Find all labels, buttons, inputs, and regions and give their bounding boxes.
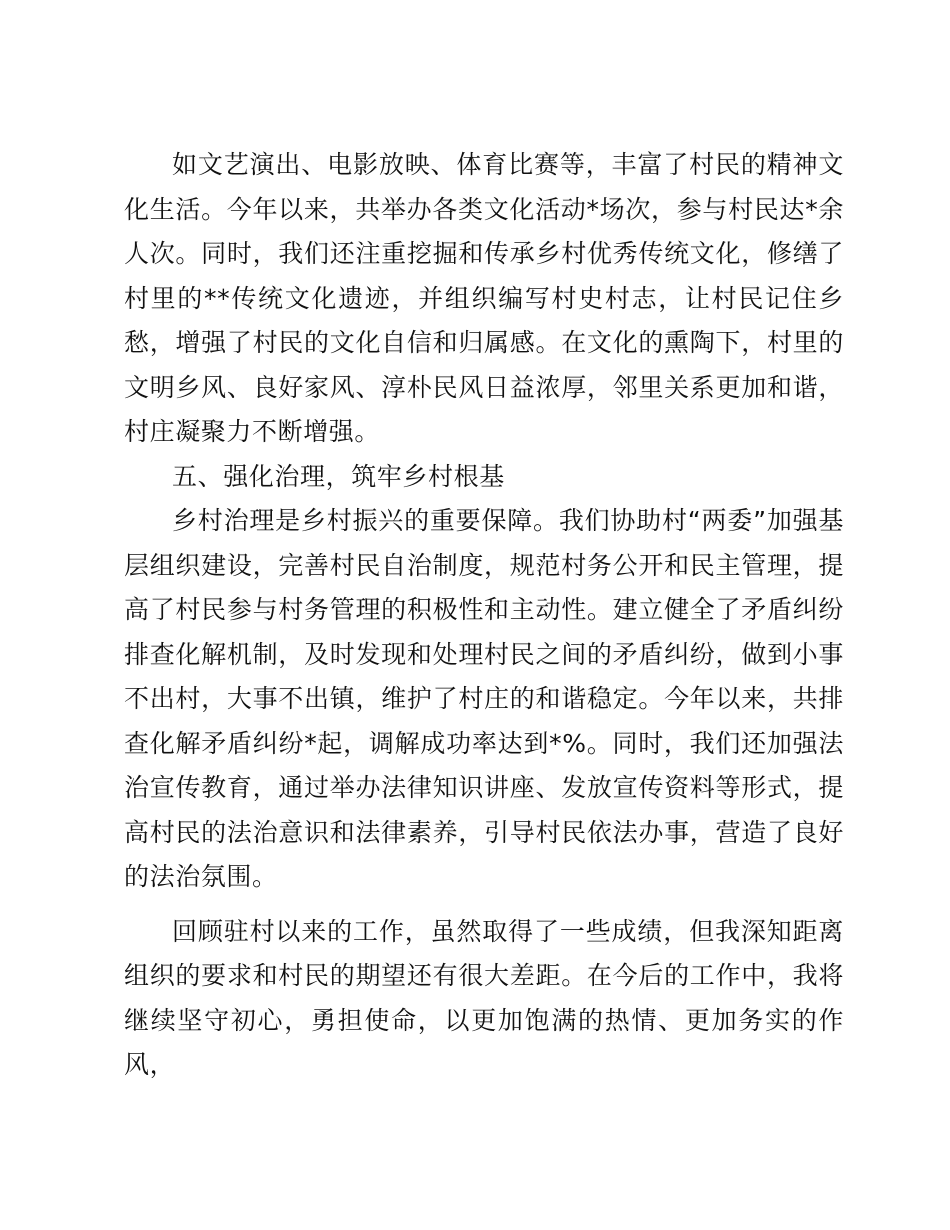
section-heading-governance: 五、强化治理，筑牢乡村根基 xyxy=(172,461,505,491)
paragraph-culture-activities: 如文艺演出、电影放映、体育比赛等，丰富了村民的精神文化生活。今年以来，共举办各类文化活动*场次，参与村民达*余人次。同时，我们还注重挖掘和传承乡村优秀传统文化，修缮了村里的**传统文化遗迹，并组织编写村史村志，让村民记住乡愁，增强了村民的文化自信和归属感。在文化的熏陶下，村里的文明乡风、良好家风、淳朴民风日益浓厚，邻里关系更加和谐，村庄凝聚力不断增强。 xyxy=(124,150,844,446)
document-body xyxy=(124,143,844,1088)
paragraph-review: 回顾驻村以来的工作，虽然取得了一些成绩，但我深知距离组织的要求和村民的期望还有很大差距。在今后的工作中，我将继续坚守初心，勇担使命，以更加饱满的热情、更加务实的作风， xyxy=(124,916,844,1079)
paragraph-rural-governance: 乡村治理是乡村振兴的重要保障。我们协助村“两委”加强基层组织建设，完善村民自治制度，规范村务公开和民主管理，提高了村民参与村务管理的积极性和主动性。建立健全了矛盾纠纷排查化解机制，及时发现和处理村民之间的矛盾纠纷，做到小事不出村，大事不出镇，维护了村庄的和谐稳定。今年以来，共排查化解矛盾纠纷*起，调解成功率达到*%。同时，我们还加强法治宣传教育，通过举办法律知识讲座、发放宣传资料等形式，提高村民的法治意识和法律素养，引导村民依法办事，营造了良好的法治氛围。 xyxy=(124,506,844,891)
paragraph-gap xyxy=(124,900,844,910)
